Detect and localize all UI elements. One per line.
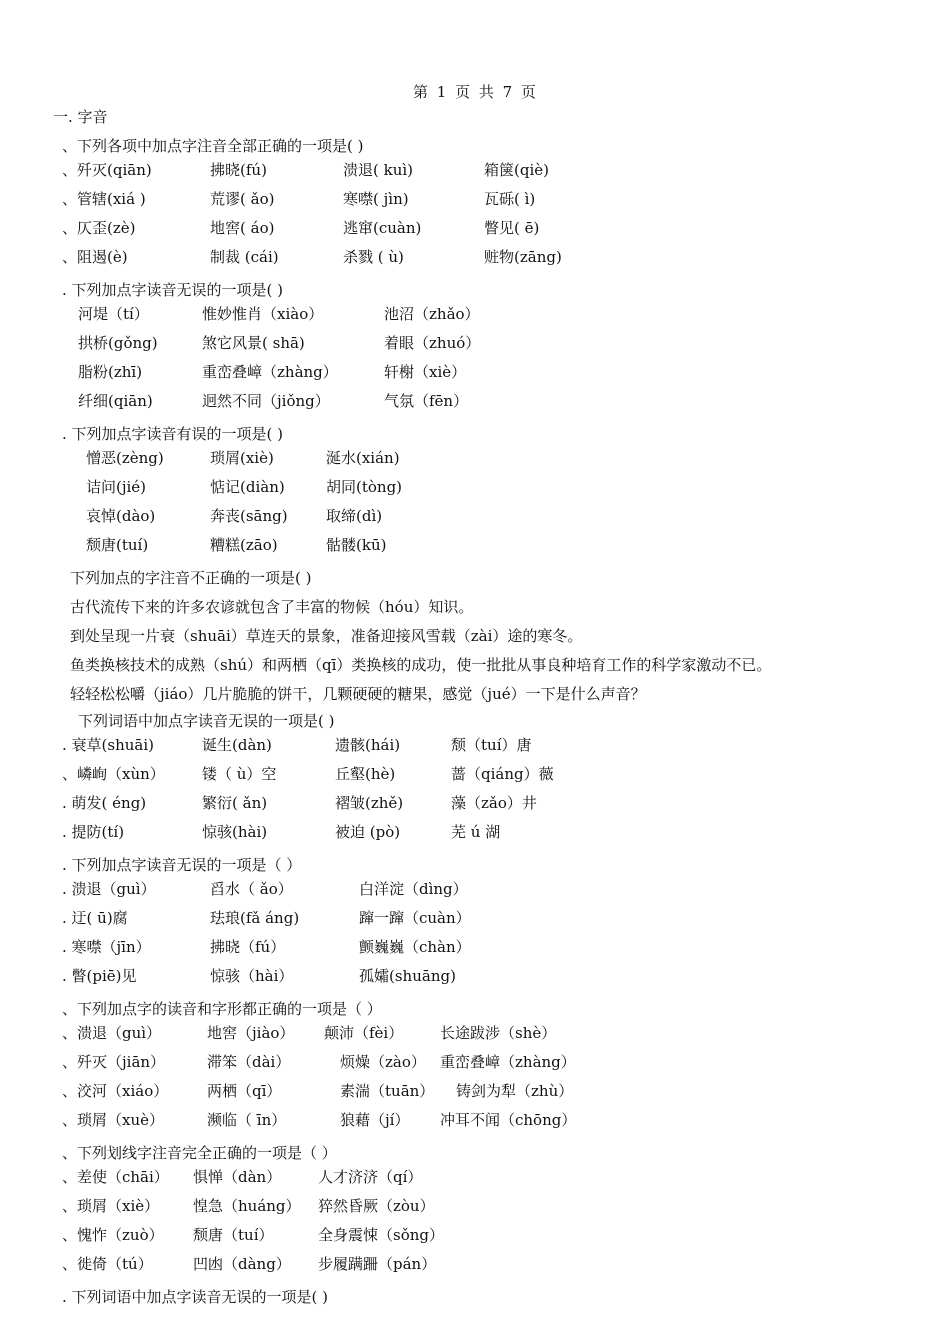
- option-cell: 杀戮 ( ù): [343, 248, 404, 266]
- option-line: 鱼类换核技术的成熟（shú）和两栖（qī）类换核的成功，使一批批从事良种培育工作的科学家激动不已。: [70, 656, 772, 674]
- option-cell: 铸剑为犁（zhù）: [456, 1082, 574, 1100]
- option-cell: 、差使（chāi）: [62, 1168, 169, 1186]
- option-cell: 颓唐（tuí）: [193, 1226, 274, 1244]
- option-cell: 涎水(xián): [326, 449, 400, 467]
- option-cell: 、仄歪(zè): [62, 219, 136, 237]
- option-cell: 憎恶(zèng): [86, 449, 164, 467]
- option-cell: 逃窜(cuàn): [343, 219, 422, 237]
- option-cell: 溃退( kuì): [343, 161, 414, 179]
- option-cell: 凹凼（dàng）: [193, 1255, 291, 1273]
- option-cell: . 寒噤（jīn）: [62, 938, 151, 956]
- option-cell: 颓唐(tuí): [86, 536, 149, 554]
- option-cell: 惊骇(hài): [202, 823, 268, 841]
- option-cell: 全身震悚（sǒng）: [318, 1226, 444, 1244]
- option-cell: 诞生(dàn): [202, 736, 272, 754]
- option-cell: 骷髅(kū): [326, 536, 387, 554]
- option-cell: 池沼（zhǎo）: [384, 305, 480, 323]
- question-3-stem: . 下列加点字读音有误的一项是( ): [62, 425, 284, 443]
- option-cell: 气氛（fēn）: [384, 392, 469, 410]
- option-cell: . 迂( ū)腐: [62, 909, 128, 927]
- option-line: 到处呈现一片衰（shuāi）草连天的景象，准备迎接风雪载（zài）途的寒冬。: [70, 627, 583, 645]
- option-cell: 脂粉(zhī): [78, 363, 143, 381]
- option-cell: . 溃退（guì）: [62, 880, 156, 898]
- option-cell: 颤巍巍（chàn）: [359, 938, 471, 956]
- option-cell: 瞥见( ē): [484, 219, 540, 237]
- option-line: 古代流传下来的许多农谚就包含了丰富的物候（hóu）知识。: [70, 598, 474, 616]
- section-title: 一. 字音: [53, 108, 108, 126]
- option-cell: 繁衍( ǎn): [202, 794, 268, 812]
- option-cell: 步履蹒跚（pán）: [318, 1255, 437, 1273]
- option-cell: 、琐屑（xiè）: [62, 1197, 160, 1215]
- option-cell: 素湍（tuān）: [340, 1082, 435, 1100]
- option-cell: 琐屑(xiè): [210, 449, 274, 467]
- question-5-stem: 下列词语中加点字读音无误的一项是( ): [78, 712, 335, 730]
- option-cell: 制裁 (cái): [210, 248, 279, 266]
- option-cell: 寒噤( jìn): [343, 190, 409, 208]
- option-cell: 诘问(jié): [86, 478, 147, 496]
- option-cell: 奔丧(sāng): [210, 507, 288, 525]
- option-cell: 迥然不同（jiǒng）: [202, 392, 330, 410]
- option-cell: 着眼（zhuó）: [384, 334, 481, 352]
- option-cell: 蹿一蹿（cuàn）: [359, 909, 471, 927]
- option-cell: 地窖( áo): [210, 219, 275, 237]
- option-cell: 滞笨（dài）: [207, 1053, 291, 1071]
- option-cell: 轩榭（xiè）: [384, 363, 467, 381]
- option-cell: 荒谬( ǎo): [210, 190, 275, 208]
- option-cell: 煞它风景( shā): [202, 334, 305, 352]
- option-cell: 蔷（qiáng）薇: [451, 765, 554, 783]
- option-cell: 糟糕(zāo): [210, 536, 278, 554]
- option-cell: 、徙倚（tú）: [62, 1255, 153, 1273]
- option-cell: 珐琅(fǎ áng): [210, 909, 300, 927]
- option-cell: 狼藉（jí）: [340, 1111, 410, 1129]
- option-cell: 纤细(qiān): [78, 392, 153, 410]
- option-cell: 哀悼(dào): [86, 507, 156, 525]
- option-cell: 镂（ ù）空: [202, 765, 277, 783]
- option-cell: 、愧怍（zuò）: [62, 1226, 164, 1244]
- option-cell: 、歼灭(qiān): [62, 161, 152, 179]
- option-cell: 、阻遏(è): [62, 248, 128, 266]
- option-cell: 赃物(zāng): [484, 248, 562, 266]
- option-cell: 颠沛（fèi）: [324, 1024, 404, 1042]
- question-4-stem: 下列加点的字注音不正确的一项是( ): [70, 569, 312, 587]
- option-cell: 惊骇（hài）: [210, 967, 294, 985]
- option-cell: 惧惮（dàn）: [193, 1168, 282, 1186]
- option-cell: 瓦砾( ì): [484, 190, 536, 208]
- option-cell: 白洋淀（dìng）: [359, 880, 468, 898]
- option-cell: 颓（tuí）唐: [451, 736, 532, 754]
- option-cell: 惦记(diàn): [210, 478, 285, 496]
- option-cell: 人才济济（qí）: [318, 1168, 423, 1186]
- option-cell: 河堤（tí）: [78, 305, 149, 323]
- option-cell: 、琐屑（xuè）: [62, 1111, 164, 1129]
- option-cell: 重峦叠嶂（zhàng）: [440, 1053, 576, 1071]
- option-cell: 、洨河（xiáo）: [62, 1082, 169, 1100]
- option-cell: 遗骸(hái): [335, 736, 401, 754]
- option-cell: 拱桥(gǒng): [78, 334, 158, 352]
- option-cell: 藻（zǎo）井: [451, 794, 537, 812]
- option-cell: . 瞥(piē)见: [62, 967, 137, 985]
- option-cell: 、嶙峋（xùn）: [62, 765, 165, 783]
- question-8-stem: 、下列划线字注音完全正确的一项是（ ）: [62, 1144, 337, 1162]
- option-cell: 、溃退（guì）: [62, 1024, 162, 1042]
- option-cell: 被迫 (pò): [335, 823, 401, 841]
- option-cell: 褶皱(zhě): [335, 794, 404, 812]
- option-cell: 惟妙惟肖（xiào）: [202, 305, 324, 323]
- option-cell: 舀水（ ǎo）: [210, 880, 293, 898]
- option-cell: 取缔(dì): [326, 507, 383, 525]
- option-cell: 、管辖(xiá ): [62, 190, 146, 208]
- page-header: 第 1 页 共 7 页: [413, 83, 538, 101]
- option-cell: . 萌发( éng): [62, 794, 147, 812]
- option-cell: 长途跋涉（shè）: [440, 1024, 557, 1042]
- option-cell: . 衰草(shuāi): [62, 736, 154, 754]
- option-cell: 拂晓（fú）: [210, 938, 286, 956]
- option-cell: 胡同(tòng): [326, 478, 403, 496]
- option-cell: 地窖（jiào）: [207, 1024, 295, 1042]
- option-cell: 、歼灭（jiān）: [62, 1053, 166, 1071]
- option-cell: 拂晓(fú): [210, 161, 267, 179]
- question-2-stem: . 下列加点字读音无误的一项是( ): [62, 281, 284, 299]
- question-9-stem: . 下列词语中加点字读音无误的一项是( ): [62, 1288, 329, 1306]
- option-cell: 芜 ú 湖: [451, 823, 501, 841]
- option-cell: 箱箧(qiè): [484, 161, 549, 179]
- question-1-stem: 、下列各项中加点字注音全部正确的一项是( ): [62, 137, 364, 155]
- option-cell: 濒临（ īn）: [207, 1111, 287, 1129]
- option-cell: 两栖（qī）: [207, 1082, 282, 1100]
- option-cell: . 提防(tí): [62, 823, 125, 841]
- option-cell: 丘壑(hè): [335, 765, 396, 783]
- option-cell: 孤孀(shuāng): [359, 967, 456, 985]
- option-cell: 惶急（huáng）: [193, 1197, 301, 1215]
- option-cell: 重峦叠嶂（zhàng）: [202, 363, 338, 381]
- question-7-stem: 、下列加点字的读音和字形都正确的一项是（ ）: [62, 1000, 382, 1018]
- question-6-stem: . 下列加点字读音无误的一项是（ ）: [62, 856, 302, 874]
- option-line: 轻轻松松嚼（jiáo）几片脆脆的饼干，几颗硬硬的糖果，感觉（jué）一下是什么声音？: [70, 685, 646, 703]
- option-cell: 冲耳不闻（chōng）: [440, 1111, 577, 1129]
- option-cell: 烦燥（zào）: [340, 1053, 426, 1071]
- option-cell: 猝然昏厥（zòu）: [318, 1197, 435, 1215]
